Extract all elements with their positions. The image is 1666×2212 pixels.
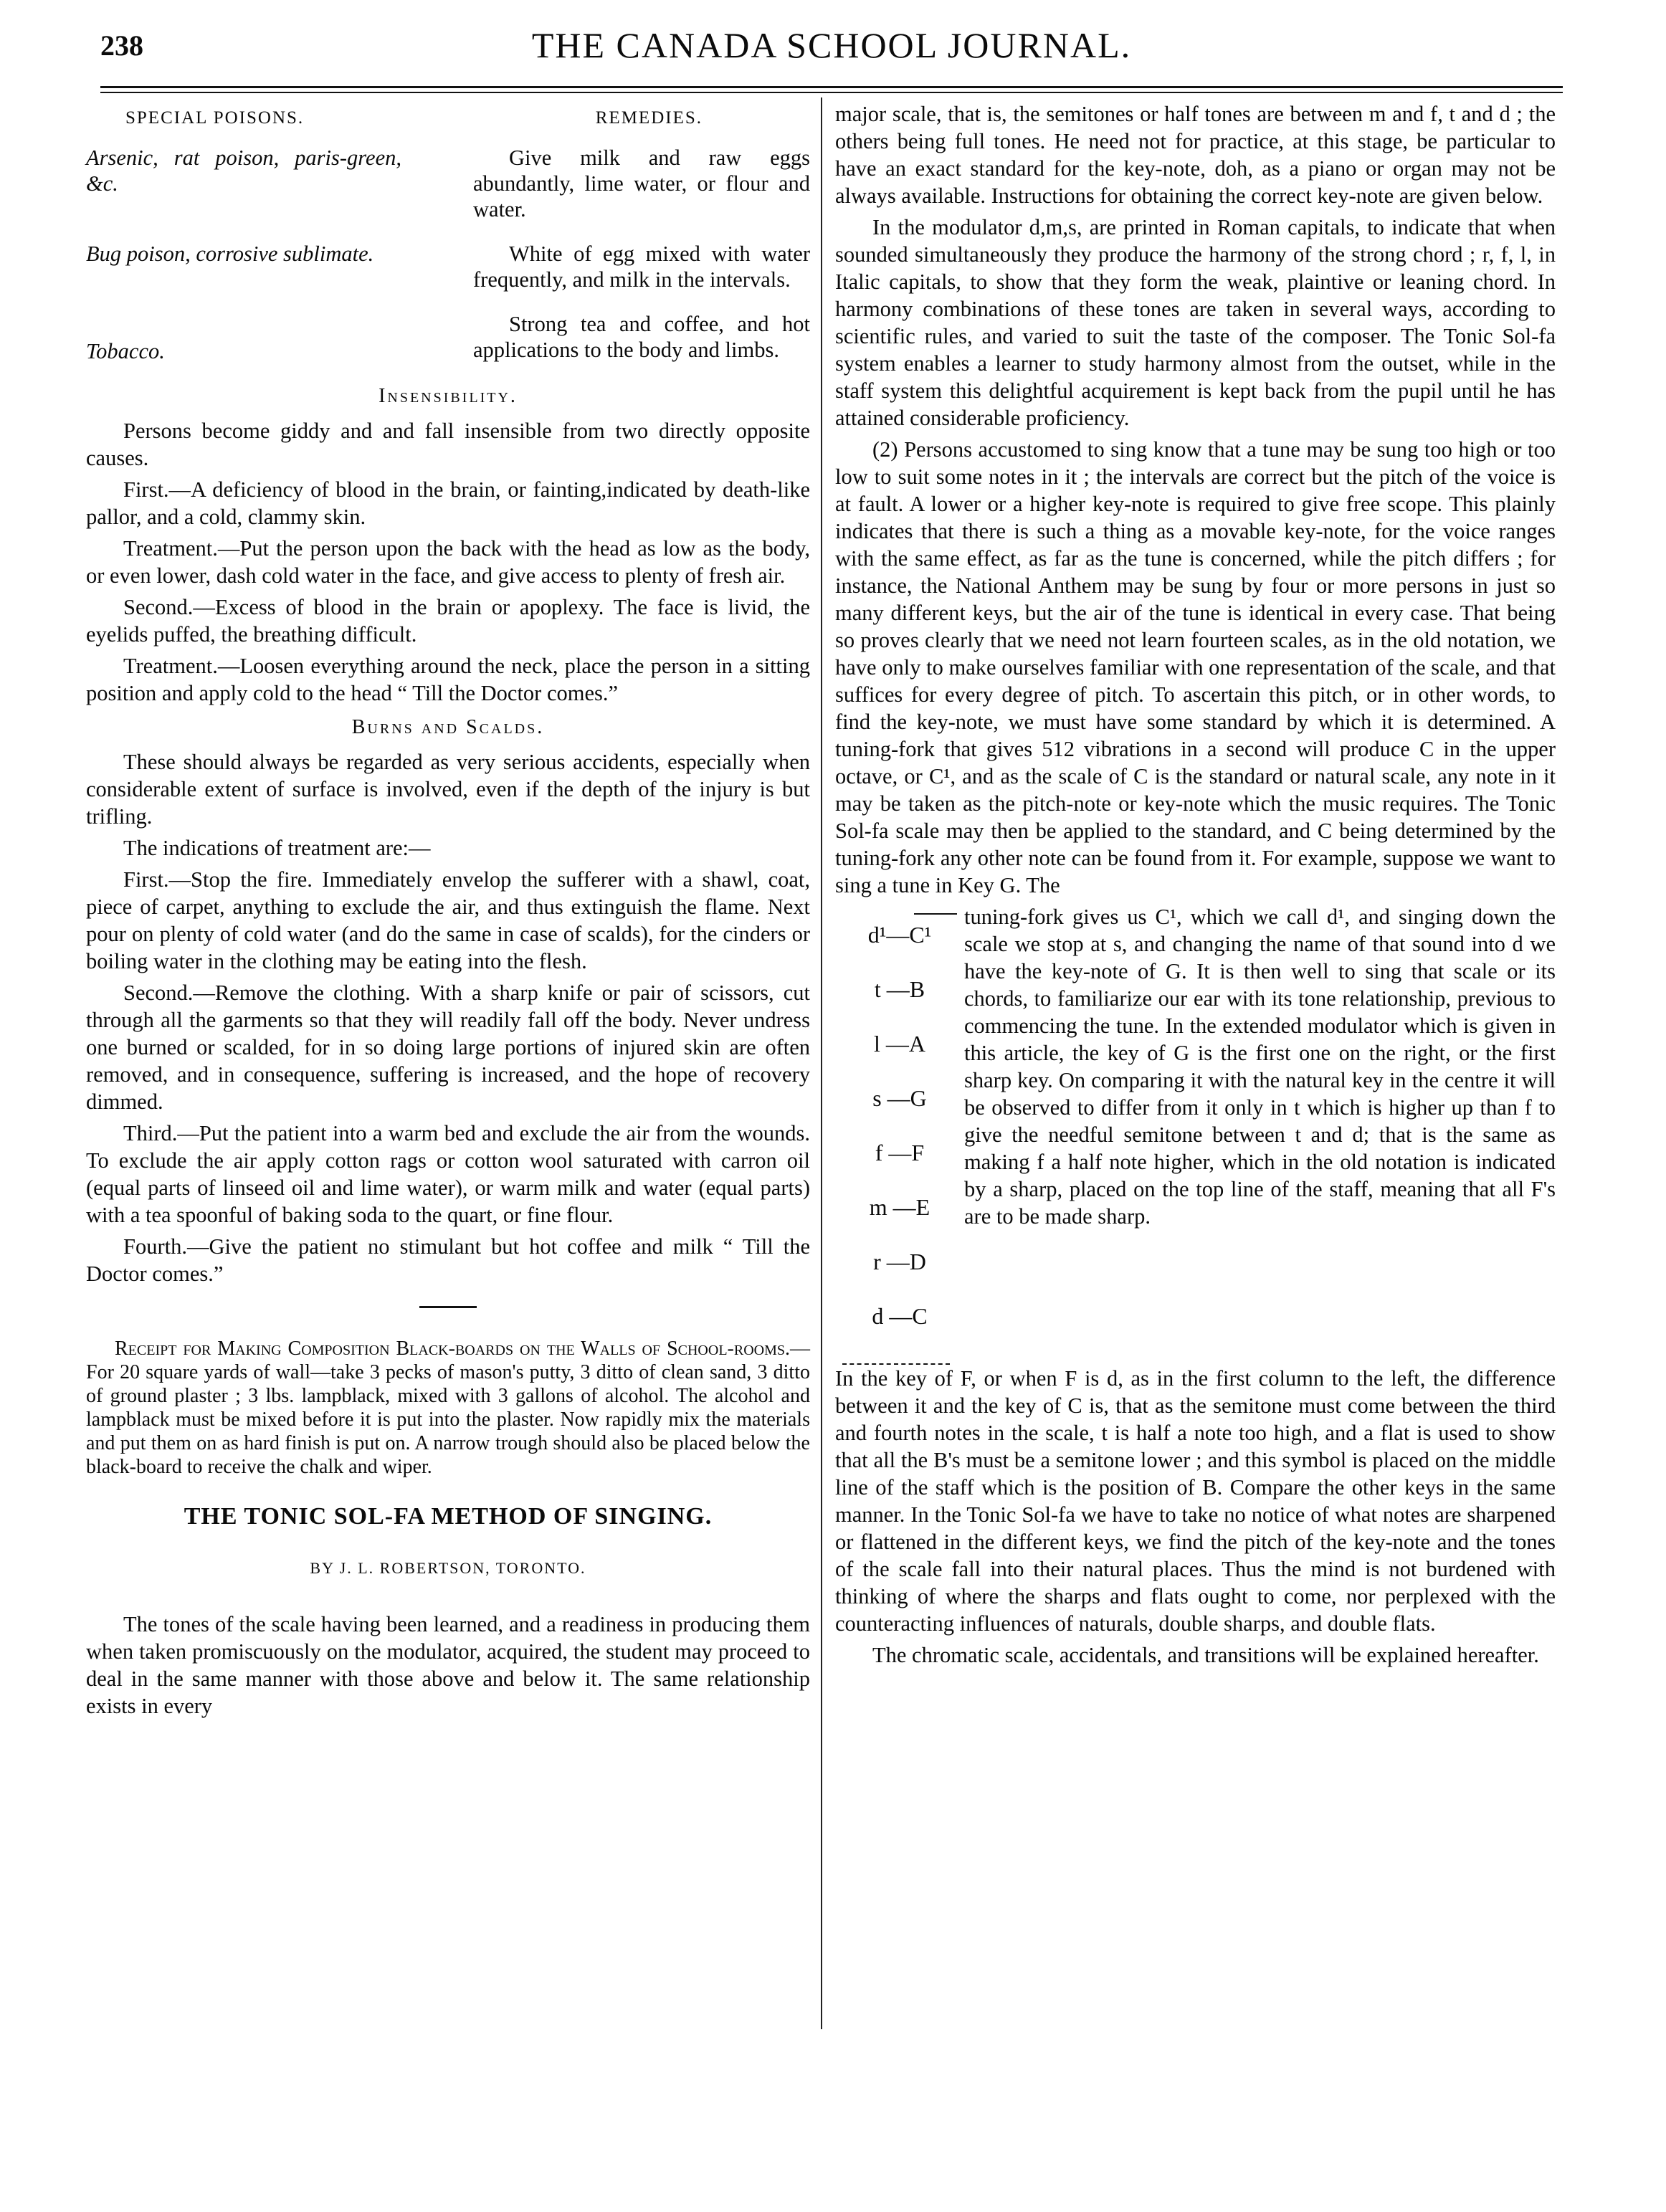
poison-remedy: Strong tea and coffee, and hot applications to the body and limbs. xyxy=(473,312,810,362)
modulator-note: m —E xyxy=(869,1194,930,1220)
poison-row xyxy=(86,145,810,222)
modulator-diagram xyxy=(835,903,964,1365)
remedies-heading: REMEDIES. xyxy=(595,108,703,128)
modulator-top-rule xyxy=(914,913,957,915)
burns-paragraph: Third.—Put the patient into a warm bed and exclude the air from the wounds. To exclude the air apply cotton rags or cotton wool saturated with carron oil (equal parts of linseed oil and lime water), or warm milk and water (equal parts) with a tea spoonful of baking soda to the quart, or fine flour. xyxy=(86,1121,810,1227)
burns-paragraph: Second.—Remove the clothing. With a sharp knife or pair of scissors, cut through all the garments so that they will readily fall off the body. Never undress one burned or scalded, for in so doing large portions of injured skin are often removed, and in consequence, suffering is increased, and the hope of recovery dimmed. xyxy=(86,981,810,1114)
article-title: THE TONIC SOL-FA METHOD OF SINGING. xyxy=(184,1503,713,1530)
right-column xyxy=(835,100,1556,1673)
modulator-note: d —C xyxy=(872,1303,928,1329)
article-intro: The tones of the scale having been learned, and a readiness in producing them when taken promiscuously on the modulator, acquired, the student may proceed to deal in the same manner with those above and below it. The same relationship exists in every xyxy=(86,1612,810,1718)
insensibility-heading: Insensibility. xyxy=(379,385,518,407)
page-number: 238 xyxy=(100,29,143,62)
poison-name: Arsenic, rat poison, paris-green, &c. xyxy=(86,146,401,196)
modulator-note: r —D xyxy=(873,1249,926,1274)
modulator-note: f —F xyxy=(875,1140,925,1165)
insensibility-paragraph: Treatment.—Loosen everything around the neck, place the person in a sitting position and apply cold to the head “ Till the Doctor comes.” xyxy=(86,654,810,705)
insensibility-paragraph: Treatment.—Put the person upon the back with the head as low as the body, or even lower, dash cold water in the face, and give access to plenty of fresh air. xyxy=(86,536,810,588)
body-paragraph: The chromatic scale, accidentals, and transitions will be explained hereafter. xyxy=(872,1643,1539,1667)
page-header xyxy=(100,22,1563,86)
receipt-heading: Receipt for Making Composition Black-boards on the Walls of School-rooms. xyxy=(115,1338,790,1360)
body-paragraph: In the key of F, or when F is d, as in the first column to the left, the difference between it and the key of C is, that as the semitone must come between the third and fourth notes in the scale, t is half a note too high, and a flat is used to show that all the B's must be a semitone lower ; and this symbol is placed on the middle line of the staff which is the position of B. Compare the other keys in the same manner. In the Tonic Sol-fa we have to take no notice of what notes are sharpened or flattened in the different keys, we find the pitch of the key-note and the tones of the scale fall into their natural places. Thus the mind is not burdened with thinking of where the sharps and flats ought to come, nor perplexed with the counteracting influences of naturals, double sharps, and double flats. xyxy=(835,1366,1556,1636)
receipt-paragraph xyxy=(86,1337,810,1479)
receipt-text: —For 20 square yards of wall—take 3 pecks of mason's putty, 3 ditto of clean sand, 3 ditto of ground plaster ; 3 lbs. lampblack, mixed with 3 gallons of alcohol. The alcohol and lampblack must be mixed before it is put into the plaster. Now rapidly mix the materials and put them on as hard finish is put on. A narrow trough should also be placed below the black-board to receive the chalk and wiper. xyxy=(86,1338,810,1478)
poison-remedy: Give milk and raw eggs abundantly, lime water, or flour and water. xyxy=(473,146,810,221)
insensibility-paragraph: Persons become giddy and and fall insensible from two directly opposite causes. xyxy=(86,419,810,470)
insensibility-paragraph: Second.—Excess of blood in the brain or apoplexy. The face is livid, the eyelids puffed, the breathing difficult. xyxy=(86,595,810,647)
journal-title: THE CANADA SCHOOL JOURNAL. xyxy=(531,25,1132,65)
poison-remedy: White of egg mixed with water frequently, and milk in the intervals. xyxy=(473,242,810,292)
poison-name: Tobacco. xyxy=(86,339,165,363)
poison-name: Bug poison, corrosive sublimate. xyxy=(86,242,374,266)
insensibility-paragraph: First.—A deficiency of blood in the brain, or fainting,indicated by death-like pallor, and a cold, clammy skin. xyxy=(86,477,810,529)
section-separator xyxy=(419,1306,477,1308)
burns-heading: Burns and Scalds. xyxy=(351,716,545,738)
modulator-note: t —B xyxy=(874,976,925,1002)
header-rule xyxy=(100,86,1563,88)
modulator-text xyxy=(964,903,1556,1365)
modulator-note: d¹—C¹ xyxy=(867,922,932,948)
burns-paragraph: First.—Stop the fire. Immediately envelop the sufferer with a shawl, coat, piece of carpet, anything to exclude the air, and thus extinguish the flame. Next pour on plenty of cold water (and do the same in case of scalds), for the cinders or boiling water in the clothing may be eating into the flesh. xyxy=(86,867,810,973)
burns-paragraph: These should always be regarded as very serious accidents, especially when considerable extent of surface is involved, even if the depth of the injury is but trifling. xyxy=(86,750,810,829)
poison-row xyxy=(86,241,810,292)
article-byline: BY J. L. ROBERTSON, TORONTO. xyxy=(310,1559,586,1577)
body-paragraph: (2) Persons accustomed to sing know that a tune may be sung too high or too low to suit some notes in it ; the intervals are correct but the pitch of the voice is at fault. A lower or a higher key-note is required to give free scope. This plainly indicates that there is such a thing as a movable key-note, for the voice ranges with the same effect, as far as the tune is concerned, while the pitch differs ; for instance, the National Anthem may be sung by four or more persons in just so many different keys, but the air of the tune is identical in every case. That being so proves clearly that we need not learn fourteen scales, as in the old notation, we have only to make ourselves familiar with one representation of the scale, and that suffices for every degree of pitch. To ascertain this pitch, or in other words, to find the key-note, we must have some standard by which it is determined. A tuning-fork that gives 512 vibrations in a second will produce C in the upper octave, or C¹, and as the scale of C is the standard or natural scale, any note in it may be taken as the pitch-note or key-note which the music requires. The Tonic Sol-fa scale may then be applied to the standard, and C being determined by the tuning-fork any other note can be found from it. For example, suppose we want to sing a tune in Key G. The xyxy=(835,437,1556,897)
left-column xyxy=(86,100,810,1724)
body-paragraph: major scale, that is, the semitones or half tones are between m and f, t and d ; the others being full tones. He need not for practice, at this stage, be particular to have an exact standard for the key-note, doh, as a piano or organ may not be always available. Instructions for obtaining the correct key-note are given below. xyxy=(835,102,1556,208)
column-divider xyxy=(821,97,822,2029)
modulator-note: l —A xyxy=(874,1031,925,1057)
body-paragraph: In the modulator d,m,s, are printed in Roman capitals, to indicate that when sounded simultaneously they produce the harmony of the strong chord ; r, f, l, in Italic capitals, to show that they form the weak, plaintive or leaning chord. In harmony combinations of these tones are taken in several ways, according to scientific rules, and varied to suit the taste of the composer. The Tonic Sol-fa system enables a learner to study harmony almost from the outset, while in the staff system this delightful acquirement is kept back from the pupil until he has attained considerable proficiency. xyxy=(835,215,1556,430)
body-paragraph: tuning-fork gives us C¹, which we call d¹, and singing down the scale we stop at s, and changing the name of that sound into d we have the key-note of G. It is then well to sing that scale or its chords, to familiarize our ear with its tone relationship, previous to commencing the tune. In the extended modulator which is given in this article, the key of G is the first one on the right, or the first sharp key. On comparing it with the natural key in the centre it will be observed to differ from it only in t which is higher up than f to give the needful semitone between t and d; that is the same as making f a half note higher, which in the old notation is indicated by a sharp, placed on the top line of the staff, meaning that all F's are to be made sharp. xyxy=(964,905,1556,1229)
modulator-note: s —G xyxy=(872,1085,927,1111)
modulator-section xyxy=(835,903,1556,1365)
modulator-bottom-rule xyxy=(842,1363,950,1365)
burns-paragraph: Fourth.—Give the patient no stimulant but hot coffee and milk “ Till the Doctor comes.” xyxy=(86,1234,810,1286)
special-poisons-heading: SPECIAL POISONS. xyxy=(125,108,305,128)
poisons-table-header xyxy=(86,105,810,132)
burns-paragraph: The indications of treatment are:— xyxy=(123,836,431,860)
header-rule-thin xyxy=(100,92,1563,93)
poison-row xyxy=(86,311,810,364)
